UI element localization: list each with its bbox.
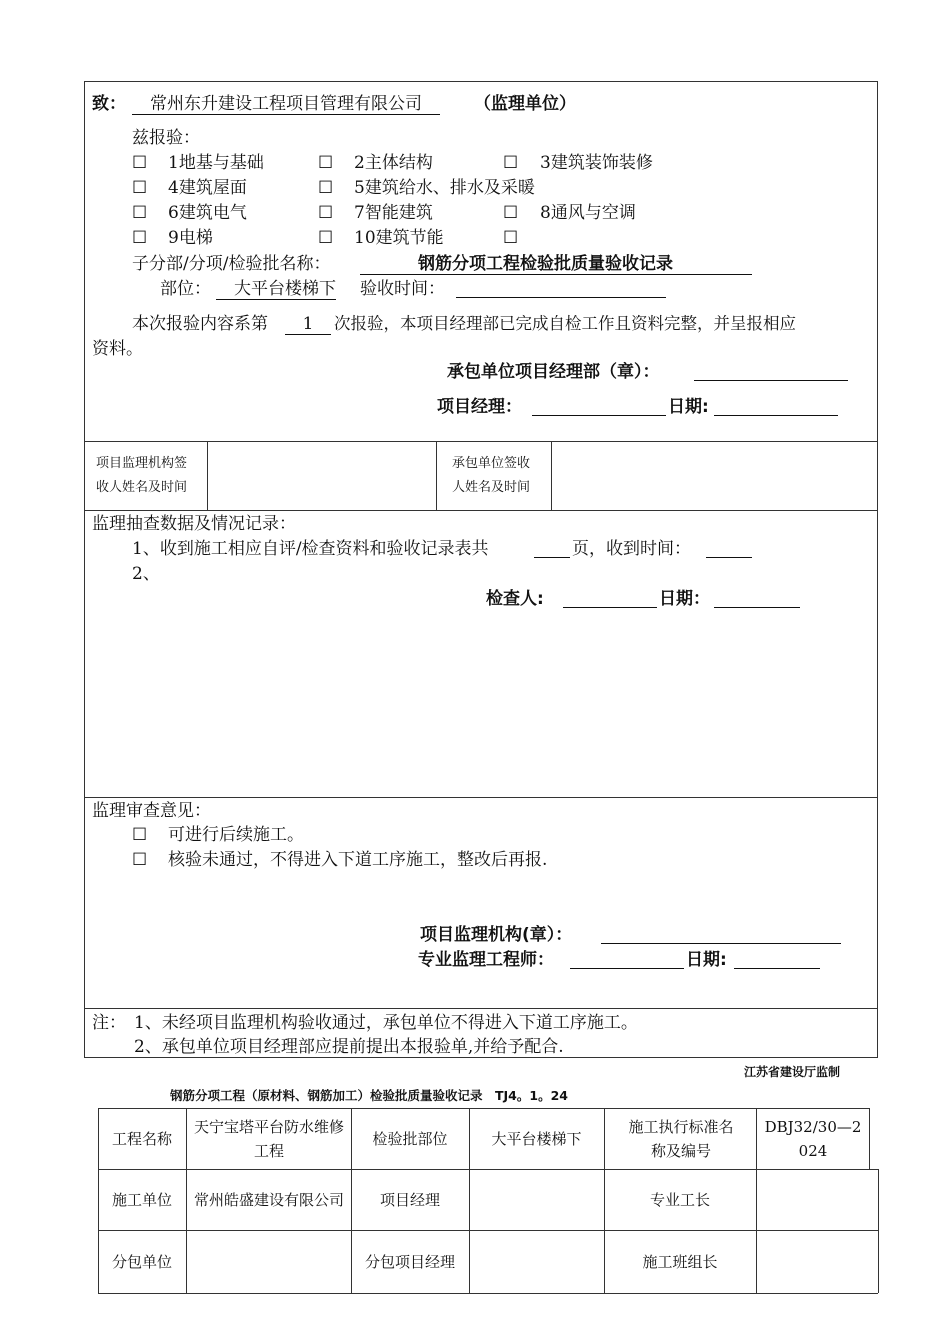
review-option-2: 核验未通过，不得进入下道工序施工，整改后再报. xyxy=(168,850,548,870)
to-label: 致： xyxy=(92,94,126,114)
record-cell[interactable] xyxy=(756,1230,878,1293)
note-1: 1、未经项目监理机构验收通过，承包单位不得进入下道工序施工。 xyxy=(134,1013,638,1033)
engineer-label: 专业监理工程师： xyxy=(418,950,554,970)
record-cell[interactable] xyxy=(469,1169,604,1230)
to-suffix: （监理单位） xyxy=(474,94,576,114)
option-label: 6建筑电气 xyxy=(168,203,247,223)
option-label: 10建筑节能 xyxy=(354,228,444,248)
record-cell: 施工单位 xyxy=(111,1190,172,1209)
divider xyxy=(84,510,877,511)
pm-date-blank[interactable] xyxy=(714,415,838,416)
intro-text: 兹报验： xyxy=(132,128,200,148)
part-value: 大平台楼梯下 xyxy=(216,279,336,300)
time-blank[interactable] xyxy=(456,297,666,298)
record-cell: 专业工长 xyxy=(649,1190,710,1209)
engineer-date-blank[interactable] xyxy=(734,968,820,969)
inspector-blank[interactable] xyxy=(563,607,657,608)
record-cell: 施工班组长 xyxy=(642,1252,718,1271)
checkbox[interactable]: ☐ xyxy=(132,850,148,870)
note-2: 2、承包单位项目经理部应提前提出本报验单,并给予配合. xyxy=(134,1037,564,1057)
sub-label: 子分部/分项/检验批名称： xyxy=(132,254,331,274)
time-label: 验收时间： xyxy=(360,279,445,299)
engineer-date-label: 日期: xyxy=(686,950,727,970)
statement-a: 本次报验内容系第 xyxy=(132,314,268,334)
record-cell: 分包项目经理 xyxy=(364,1252,455,1271)
statement-number: 1 xyxy=(285,314,331,335)
supervisor-sign-label: 收人姓名及时间 xyxy=(96,480,188,495)
received-time-blank[interactable] xyxy=(706,557,752,558)
supervisor-sign-label: 项目监理机构签 xyxy=(96,456,188,471)
inspector-date-label: 日期： xyxy=(659,589,710,609)
checkbox[interactable]: ☐ xyxy=(132,203,148,223)
option-label: 7智能建筑 xyxy=(354,203,433,223)
statement-c: 资料。 xyxy=(92,339,143,359)
contractor-seal-blank[interactable] xyxy=(694,380,848,381)
inspection-item2: 2、 xyxy=(132,564,160,584)
issuer-label: 江苏省建设厅监制 xyxy=(744,1065,841,1079)
checkbox[interactable]: ☐ xyxy=(318,228,334,248)
engineer-blank[interactable] xyxy=(570,968,684,969)
pm-date-label: 日期: xyxy=(668,397,709,417)
pages-blank[interactable] xyxy=(534,557,570,558)
record-title: 钢筋分项工程（原材料、钢筋加工）检验批质量验收记录 TJ4。1。24 xyxy=(170,1088,568,1103)
option-label: 8通风与空调 xyxy=(540,203,636,223)
option-label: 3建筑装饰装修 xyxy=(540,153,653,173)
pm-blank[interactable] xyxy=(532,415,666,416)
checkbox[interactable]: ☐ xyxy=(318,153,334,173)
record-cell: DBJ32/30—2024 xyxy=(764,1117,862,1160)
option-label: 1地基与基础 xyxy=(168,153,264,173)
checkbox[interactable]: ☐ xyxy=(503,228,519,248)
divider xyxy=(84,797,877,798)
inspector-label: 检查人: xyxy=(486,589,544,609)
notes-prefix: 注： xyxy=(92,1013,126,1033)
record-cell: 检验批部位 xyxy=(372,1129,448,1148)
option-label: 9电梯 xyxy=(168,228,213,248)
review-option-1: 可进行后续施工。 xyxy=(168,825,304,845)
checkbox[interactable]: ☐ xyxy=(132,153,148,173)
divider xyxy=(551,441,552,510)
inspection-title: 监理抽查数据及情况记录： xyxy=(92,514,296,534)
inspection-item1-b: 页，收到时间： xyxy=(572,539,691,559)
checkbox[interactable]: ☐ xyxy=(132,228,148,248)
pm-label: 项目经理： xyxy=(437,397,522,417)
record-cell: 常州皓盛建设有限公司 xyxy=(194,1190,345,1209)
record-cell: 项目经理 xyxy=(379,1190,440,1209)
checkbox[interactable]: ☐ xyxy=(503,153,519,173)
record-cell: 天宁宝塔平台防水维修工程 xyxy=(194,1117,345,1160)
record-cell: 工程名称 xyxy=(111,1129,172,1148)
statement-b: 次报验，本项目经理部已完成自检工作且资料完整，并呈报相应 xyxy=(334,314,796,333)
divider xyxy=(436,441,437,510)
checkbox[interactable]: ☐ xyxy=(318,178,334,198)
contractor-sign-label: 承包单位签收 xyxy=(452,456,531,471)
checkbox[interactable]: ☐ xyxy=(132,178,148,198)
checkbox[interactable]: ☐ xyxy=(132,825,148,845)
divider xyxy=(84,441,877,442)
option-label: 5建筑给水、排水及采暖 xyxy=(354,178,535,198)
sub-value: 钢筋分项工程检验批质量验收记录 xyxy=(360,254,752,275)
record-cell: 施工执行标准名称及编号 xyxy=(628,1117,734,1160)
part-label: 部位： xyxy=(160,279,211,299)
checkbox[interactable]: ☐ xyxy=(503,203,519,223)
record-cell[interactable] xyxy=(756,1169,878,1230)
to-org: 常州东升建设工程项目管理有限公司 xyxy=(132,94,440,115)
inspection-item1: 1、收到施工相应自评/检查资料和验收记录表共 xyxy=(132,539,489,559)
org-seal-label: 项目监理机构(章）： xyxy=(420,925,573,945)
record-cell: 分包单位 xyxy=(111,1252,172,1271)
inspector-date-blank[interactable] xyxy=(714,607,800,608)
option-label: 4建筑屋面 xyxy=(168,178,247,198)
record-cell: 大平台楼梯下 xyxy=(491,1129,582,1148)
record-cell[interactable] xyxy=(469,1230,604,1293)
contractor-seal-label: 承包单位项目经理部（章）： xyxy=(447,362,660,382)
divider xyxy=(84,1008,877,1009)
contractor-sign-label: 人姓名及时间 xyxy=(452,480,531,495)
record-cell[interactable] xyxy=(186,1230,351,1293)
org-seal-blank[interactable] xyxy=(601,943,841,944)
divider xyxy=(207,441,208,510)
review-title: 监理审查意见： xyxy=(92,801,211,821)
option-label: 2主体结构 xyxy=(354,153,433,173)
checkbox[interactable]: ☐ xyxy=(318,203,334,223)
